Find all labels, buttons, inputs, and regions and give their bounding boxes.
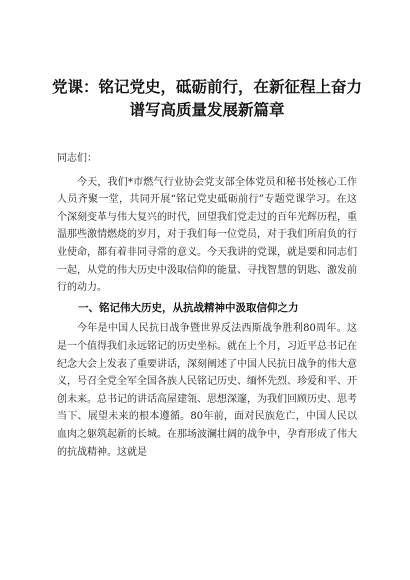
section-heading: 一、铭记伟大历史，从抗战精神中汲取信仰之力: [78, 301, 299, 314]
section-paragraph: 今年是中国人民抗日战争暨世界反法西斯战争胜利80周年。这是一个值得我们永远铭记的历史坐标。就在上个月，习近平总书记在纪念大会上发表了重要讲话，深刻阐述了中国人民抗日战争的伟大意义，号召全党全军全国各族人民铭记历史、缅怀先烈、珍爱和平、开创未来。总书记的讲话高屋建瓴、思想深邃，为我们回顾历史、思考当下、展望未来的根本遵循。80年前，面对民族危亡，中国人民以血肉之躯筑起新的长城。在那场波澜壮阔的战争中，孕育形成了伟大的抗战精神。这就是: [57, 323, 357, 458]
document-title: 党课：铭记党史，砥砺前行，在新征程上奋力谱写高质量发展新篇章: [51, 78, 362, 119]
document-body: [57, 150, 357, 461]
intro-paragraph: 今天，我们*市燃气行业协会党支部全体党员和秘书处核心工作人员齐聚一堂，共同开展“铭记党史砥砺前行”专题党课学习。在这个深刻变革与伟大复兴的时代，回望我们党走过的百年光辉历程，重温那些激情燃烧的岁月，对于我们每一位党员，对于我们所肩负的行业使命，都有着非同寻常的意义。今天我讲的党课，就是要和同志们一起，从党的伟大历史中汲取信仰的能量、寻找智慧的钥匙、激发前行的动力。: [57, 176, 357, 294]
salutation: 同志们：: [57, 153, 97, 164]
